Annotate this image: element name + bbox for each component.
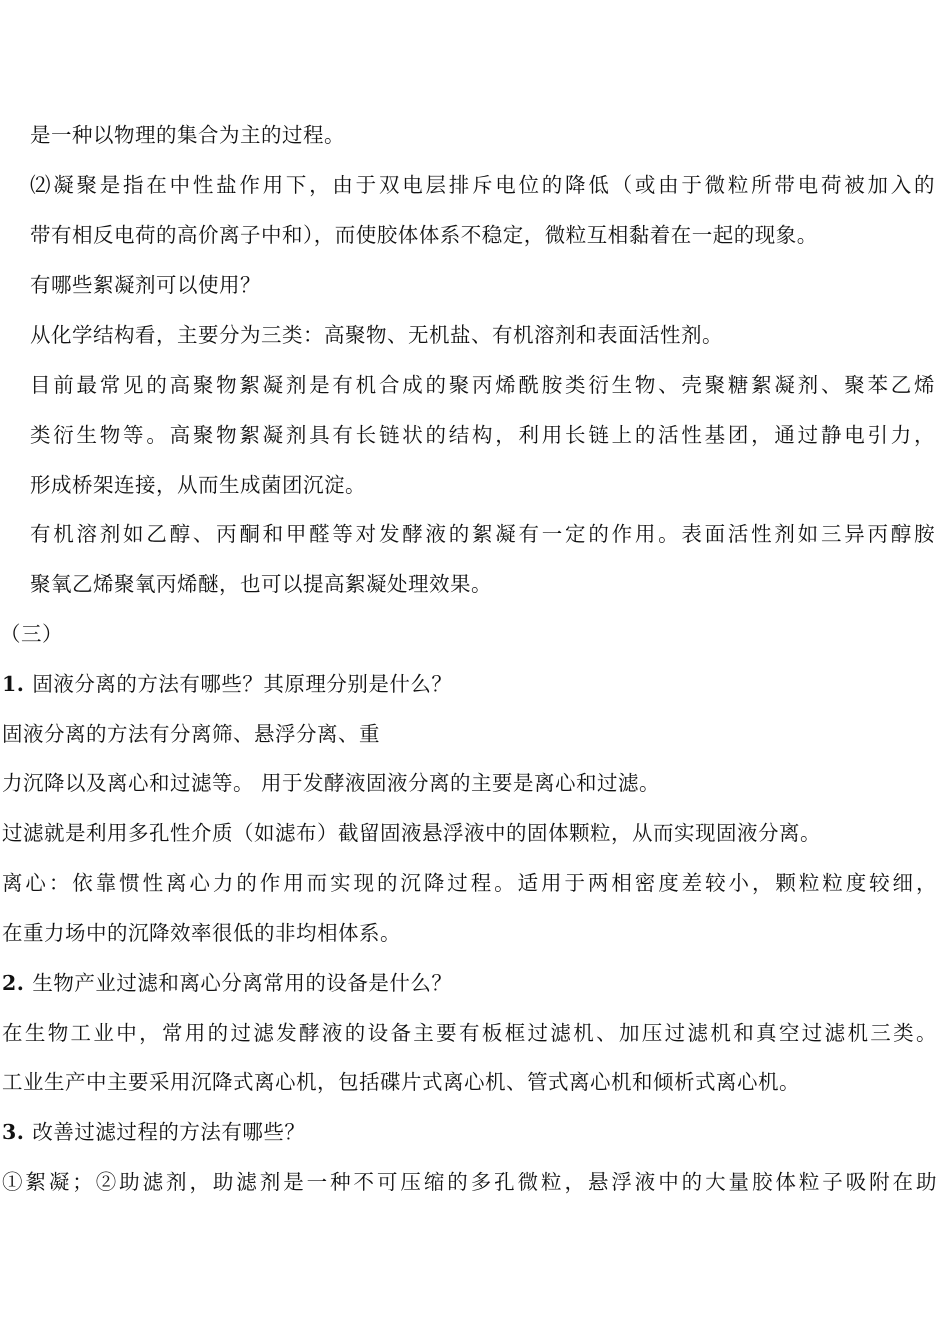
- paragraph-line: 目前最常见的高聚物絮凝剂是有机合成的聚丙烯酰胺类衍生物、壳聚糖絮凝剂、聚苯乙烯: [30, 373, 935, 397]
- question-number: 1.: [2, 672, 25, 696]
- question-text: 生物产业过滤和离心分离常用的设备是什么？: [32, 971, 453, 995]
- question-number: 2.: [2, 971, 25, 995]
- question-heading: 有哪些絮凝剂可以使用？: [30, 273, 261, 297]
- paragraph-line: ①絮凝；②助滤剂，助滤剂是一种不可压缩的多孔微粒，悬浮液中的大量胶体粒子吸附在助: [2, 1170, 937, 1194]
- question-heading: [2, 967, 452, 999]
- paragraph-line: 固液分离的方法有分离筛、悬浮分离、重: [2, 722, 380, 746]
- question-text: 固液分离的方法有哪些？其原理分别是什么？: [32, 672, 453, 696]
- paragraph-line: 在重力场中的沉降效率很低的非均相体系。: [2, 921, 401, 945]
- paragraph-line: 在生物工业中，常用的过滤发酵液的设备主要有板框过滤机、加压过滤机和真空过滤机三类。: [2, 1021, 937, 1045]
- question-text: 改善过滤过程的方法有哪些？: [32, 1120, 306, 1144]
- paragraph-line: 形成桥架连接，从而生成菌团沉淀。: [30, 473, 366, 497]
- paragraph-line: 过滤就是利用多孔性介质（如滤布）截留固液悬浮液中的固体颗粒，从而实现固液分离。: [2, 821, 821, 845]
- section-label: （三）: [0, 622, 63, 646]
- paragraph-line: 离心：依靠惯性离心力的作用而实现的沉降过程。适用于两相密度差较小，颗粒粒度较细，: [2, 871, 937, 895]
- question-heading: [2, 668, 452, 700]
- paragraph-line: 有机溶剂如乙醇、丙酮和甲醛等对发酵液的絮凝有一定的作用。表面活性剂如三异丙醇胺: [30, 522, 935, 546]
- paragraph-line: ⑵凝聚是指在中性盐作用下，由于双电层排斥电位的降低（或由于微粒所带电荷被加入的: [30, 173, 935, 197]
- paragraph-line: 工业生产中主要采用沉降式离心机，包括碟片式离心机、管式离心机和倾析式离心机。: [2, 1070, 800, 1094]
- question-heading: [2, 1116, 305, 1148]
- question-number: 3.: [2, 1120, 25, 1144]
- paragraph-line: 类衍生物等。高聚物絮凝剂具有长链状的结构，利用长链上的活性基团，通过静电引力，: [30, 423, 935, 447]
- paragraph-line: 是一种以物理的集合为主的过程。: [30, 123, 345, 147]
- paragraph-line: 带有相反电荷的高价离子中和），而使胶体体系不稳定，微粒互相黏着在一起的现象。: [30, 223, 818, 247]
- paragraph-line: 从化学结构看，主要分为三类：高聚物、无机盐、有机溶剂和表面活性剂。: [30, 323, 723, 347]
- paragraph-line: 聚氧乙烯聚氧丙烯醚，也可以提高絮凝处理效果。: [30, 572, 492, 596]
- paragraph-line: 力沉降以及离心和过滤等。 用于发酵液固液分离的主要是离心和过滤。: [2, 771, 661, 795]
